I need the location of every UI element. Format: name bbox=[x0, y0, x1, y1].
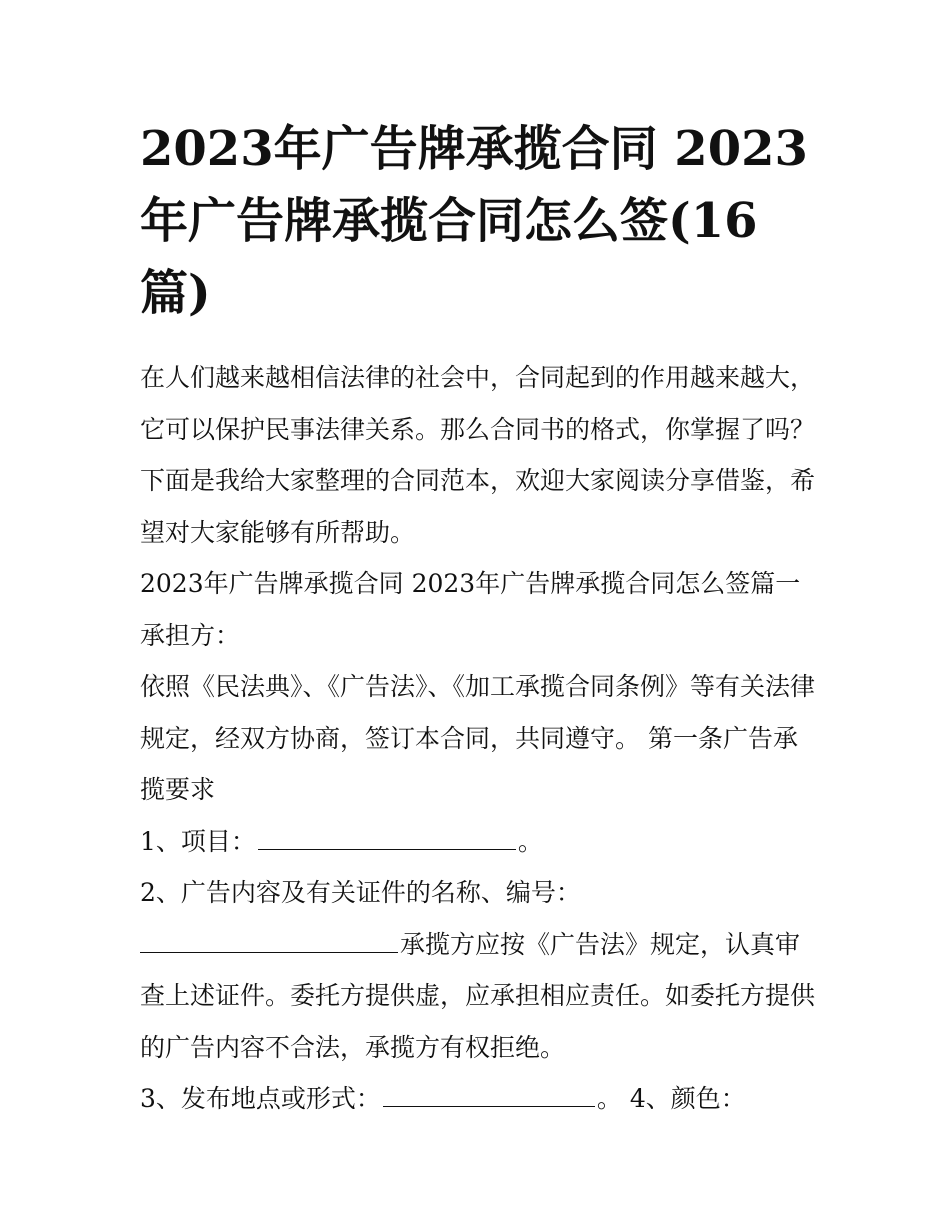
item-3-blank bbox=[383, 1086, 595, 1107]
item-2-paragraph bbox=[140, 919, 820, 1074]
section-heading: 2023年广告牌承揽合同 2023年广告牌承揽合同怎么签篇一 承担方： bbox=[140, 569, 801, 650]
item-1-line bbox=[140, 816, 820, 868]
item-2-label: 2、广告内容及有关证件的名称、编号： bbox=[140, 878, 581, 907]
item-3-line bbox=[140, 1073, 820, 1125]
item-1-blank bbox=[258, 829, 516, 850]
clause-intro-paragraph: 依照《民法典》、《广告法》、《加工承揽合同条例》等有关法律规定，经双方协商，签订本合同，共同遵守。 第一条广告承揽要求 bbox=[140, 672, 816, 804]
item-1-end: 。 bbox=[517, 826, 543, 856]
item-3-label: 3、发布地点或形式： bbox=[140, 1084, 381, 1113]
document-body bbox=[140, 352, 820, 1125]
item-2-text: 承揽方应按《广告法》规定，认真审查上述证件。委托方提供虚，应承担相应责任。如委托方提供的广告内容不合法，承揽方有权拒绝。 bbox=[140, 929, 816, 1062]
item-2-blank bbox=[140, 932, 398, 953]
intro-paragraph: 在人们越来越相信法律的社会中，合同起到的作用越来越大，它可以保护民事法律关系。那么合同书的格式，你掌握了吗？下面是我给大家整理的合同范本，欢迎大家阅读分享借鉴，希望对大家能够有所帮助。 bbox=[140, 363, 816, 547]
item-3-end: 。 4、颜色： bbox=[596, 1084, 746, 1113]
document-title: 2023年广告牌承揽合同 2023年广告牌承揽合同怎么签(16篇) bbox=[140, 121, 808, 321]
item-1-label: 1、项目： bbox=[140, 826, 256, 856]
